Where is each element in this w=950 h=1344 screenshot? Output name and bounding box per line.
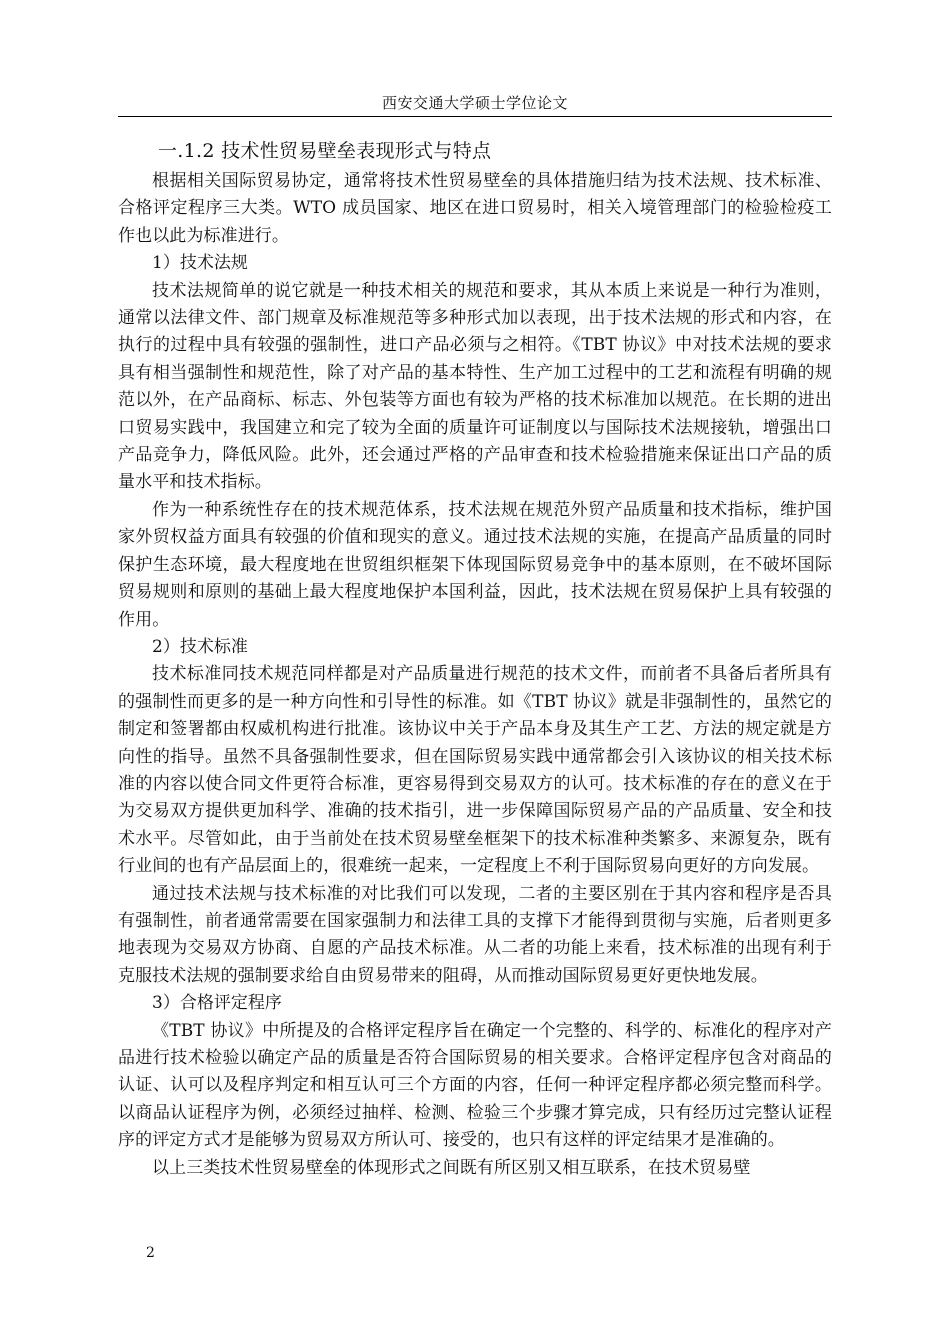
- paragraph-conclusion: 以上三类技术性贸易壁垒的体现形式之间既有所区别又相互联系，在技术贸易壁: [152, 1157, 751, 1178]
- running-header: 西安交通大学硕士学位论文: [118, 92, 832, 117]
- section-heading: 一.1.2 技术性贸易壁垒表现形式与特点: [158, 140, 492, 162]
- paragraph-intro: 根据相关国际贸易协定，通常将技术性贸易壁垒的具体措施归结为技术法规、技术标准、合格评定程序三大类。WTO 成员国家、地区在进口贸易时，相关入境管理部门的检验检疫工作也以此为标准进行。: [118, 171, 832, 246]
- subheading-technical-standards: 2）技术标准: [152, 636, 248, 657]
- paragraph-conformity-1: 《TBT 协议》中所提及的合格评定程序旨在确定一个完整的、科学的、标准化的程序对产品进行技术检验以确定产品的质量是否符合国际贸易的相关要求。合格评定程序包含对商品的认证、认可以及程序判定和相互认可三个方面的内容，任何一种评定程序都必须完整而科学。以商品认证程序为例，必须经过抽样、检测、检验三个步骤才算完成，只有经历过完整认证程序的评定方式才是能够为贸易双方所认可、接受的，也只有这样的评定结果才是准确的。: [118, 1020, 832, 1151]
- main-content: [118, 128, 832, 1182]
- paragraph-standards-1: 技术标准同技术规范同样都是对产品质量进行规范的技术文件，而前者不具备后者所具有的强制性而更多的是一种方向性和引导性的标准。如《TBT 协议》就是非强制性的，虽然它的制定和签署都由权威机构进行批准。该协议中关于产品本身及其生产工艺、方法的规定就是方向性的指导。虽然不具备强制性要求，但在国际贸易实践中通常都会引入该协议的相关技术标准的内容以使合同文件更符合标准，更容易得到交易双方的认可。技术标准的存在的意义在于为交易双方提供更加科学、准确的技术指引，进一步保障国际贸易产品的产品质量、安全和技术水平。尽管如此，由于当前处在技术贸易壁垒框架下的技术标准种类繁多、来源复杂，既有行业间的也有产品层面上的，很难统一起来，一定程度上不利于国际贸易向更好的方向发展。: [118, 664, 832, 877]
- paragraph-standards-2: 通过技术法规与技术标准的对比我们可以发现，二者的主要区别在于其内容和程序是否具有强制性，前者通常需要在国家强制力和法律工具的支撑下才能得到贯彻与实施，后者则更多地表现为交易双方协商、自愿的产品技术标准。从二者的功能上来看，技术标准的出现有利于克服技术法规的强制要求给自由贸易带来的阻碍，从而推动国际贸易更好更快地发展。: [118, 883, 832, 986]
- paragraph-regulations-1: 技术法规简单的说它就是一种技术相关的规范和要求，其从本质上来说是一种行为准则，通常以法律文件、部门规章及标准规范等多种形式加以表现，出于技术法规的形式和内容，在执行的过程中具有较强的强制性，进口产品必须与之相符。《TBT 协议》中对技术法规的要求具有相当强制性和规范性，除了对产品的基本特性、生产加工过程中的工艺和流程有明确的规范以外，在产品商标、标志、外包装等方面也有较为严格的技术标准加以规范。在长期的进出口贸易实践中，我国建立和完了较为全面的质量许可证制度以与国际技术法规接轨，增强出口产品竞争力，降低风险。此外，还会通过严格的产品审查和技术检验措施来保证出口产品的质量水平和技术指标。: [118, 280, 832, 493]
- subheading-conformity-assessment: 3）合格评定程序: [152, 993, 282, 1014]
- subheading-technical-regulations: 1）技术法规: [152, 253, 248, 274]
- paragraph-regulations-2: 作为一种系统性存在的技术规范体系，技术法规在规范外贸产品质量和技术指标，维护国家外贸权益方面具有较强的价值和现实的意义。通过技术法规的实施，在提高产品质量的同时保护生态环境，最大程度地在世贸组织框架下体现国际贸易竞争中的基本原则，在不破坏国际贸易规则和原则的基础上最大程度地保护本国利益，因此，技术法规在贸易保护上具有较强的作用。: [118, 499, 832, 630]
- page-number: 2: [146, 1245, 155, 1261]
